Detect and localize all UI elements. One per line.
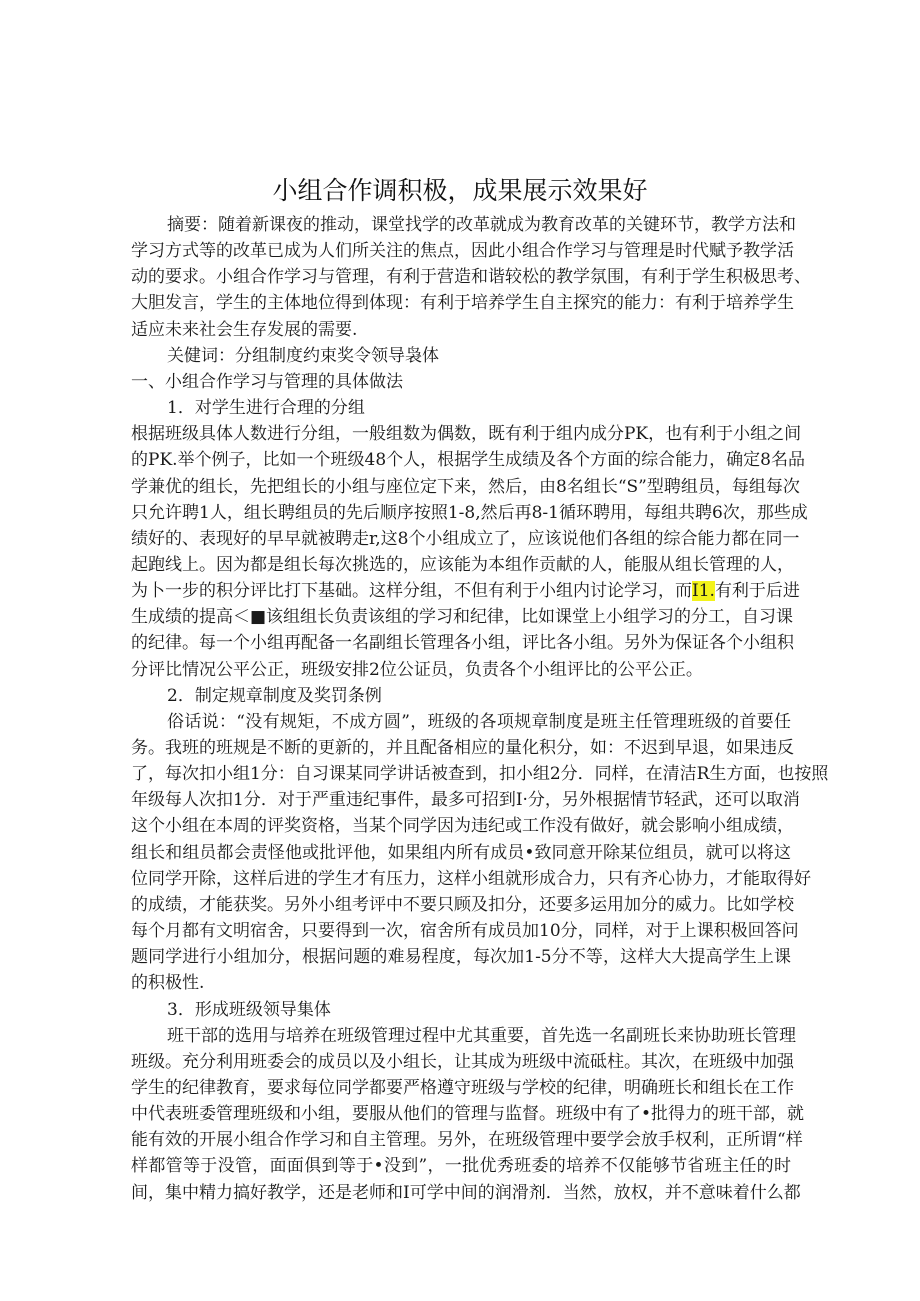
line-text: 2．制定规章制度及奖罚条例 — [167, 685, 382, 706]
text-line — [131, 761, 829, 787]
text-line — [131, 1023, 796, 1049]
text-line — [131, 343, 791, 369]
line-text: 俗话说：“没有规矩，不成方圆”，班级的各项规章制度是班主任管理班级的首要任 — [167, 711, 791, 732]
text-line — [131, 683, 791, 709]
line-text: 动的要求。小组合作学习与管理，有利于营造和谐较松的教学氛围，有利于学生积极思考、 — [131, 267, 811, 288]
text-line — [131, 735, 794, 761]
line-text: 摘要：随着新课夜的推动，课堂找学的改革就成为教育改革的关键环节，教学方法和 — [167, 215, 796, 235]
line-text: 生成绩的提高＜■该组组长负责该组的学习和纪律，比如课堂上小组学习的分工，自习课 — [131, 607, 794, 628]
line-text: 样都管等于没管，面面俱到等于•没到”，一批优秀班委的培养不仅能够节省班主任的时 — [131, 1156, 791, 1177]
text-line — [131, 892, 794, 918]
text-line — [131, 290, 794, 316]
line-text: 间，集中精力搞好教学，还是老师和I可学中间的润滑剂．当然，放权，并不意味着什么都 — [131, 1182, 801, 1203]
text-line — [131, 997, 791, 1023]
line-text: 为卜一步的积分评比打下基础。这样分组，不但有利于小组内讨论学习，而 — [131, 581, 692, 602]
line-text: 中代表班委管理班级和小组，要服从他们的管理与监督。班级中有了•批得力的班干部，就 — [131, 1104, 805, 1125]
text-line — [131, 421, 802, 447]
text-line — [131, 1049, 794, 1075]
line-text: 题同学进行小组加分，根据问题的难易程度，每次加1-5分不等，这样大大提高学生上课 — [131, 947, 791, 968]
line-text: 班干部的选用与培养在班级管理过程中尤其重要，首先选一名副班长来协助班长管理 — [167, 1025, 796, 1046]
line-text: 务。我班的班规是不断的更新的，并且配备相应的量化积分，如：不迟到早退，如果违反 — [131, 738, 794, 758]
text-line — [131, 212, 796, 238]
text-line — [131, 787, 800, 813]
line-text: 这个小组在本周的评奖资格，当某个同学因为违纪或工作没有做好，就会影响小组成绩， — [131, 816, 794, 837]
line-text: 一、小组合作学习与管理的具体做法 — [131, 371, 403, 392]
line-text-tail: 有利于后进 — [714, 581, 800, 602]
text-line — [131, 918, 799, 944]
line-text: 年级每人次扣1分．对于严重违纪事件，最多可招到I·分，另外根据情节轻武，还可以取消 — [131, 790, 800, 811]
text-line — [131, 474, 800, 500]
line-text: 了，每次扣小组1分：自习课某同学讲话被查到，扣小组2分．同样，在清洁R生方面，也按照 — [131, 764, 829, 785]
line-text: 的纪律。每一个小组再配备一名副组长管理各小组，评比各小组。另外为保证各个小组积 — [131, 633, 794, 654]
line-text: 学生的纪律教育，要求每位同学都要严格遵守班级与学校的纪律，明确班长和组长在工作 — [131, 1077, 794, 1098]
line-text: 分评比情况公平公正，班级安排2位公证员，负责各个小组评比的公平公正。 — [131, 659, 703, 680]
line-text: 根据班级具体人数进行分组，一般组数为偶数，既有利于组内成分PK，也有利于小组之间 — [131, 424, 802, 445]
line-text: 的PK.举个例子，比如一个班级48个人，根据学生成绩及各个方面的综合能力，确定8名品 — [131, 450, 805, 471]
text-line — [131, 238, 794, 264]
text-line — [131, 1153, 791, 1179]
line-text: 能有效的开展小组合作学习和自主管理。另外，在班级管理中要学会放手权利，正所谓“样 — [131, 1130, 803, 1151]
page-title: 小组合作调积极，成果展示效果好 — [272, 176, 648, 205]
line-text: 的成绩，才能获奖。另外小组考评中不要只顾及扣分，还要多运用加分的威力。比如学校 — [131, 894, 794, 915]
text-line — [131, 944, 791, 970]
line-text: 3．形成班级领导集体 — [167, 999, 331, 1020]
text-line — [131, 447, 805, 473]
text-line — [131, 1101, 805, 1127]
text-line — [131, 970, 791, 996]
line-text: 学习方式等的改革已成为人们所关注的焦点，因此小组合作学习与管理是时代赋予教学活 — [131, 241, 794, 262]
text-line — [131, 1127, 803, 1153]
text-line — [131, 604, 794, 630]
line-text: 起跑线上。因为都是组长每次挑选的，应该能为本组作贡献的人，能服从组长管理的人， — [131, 554, 794, 575]
text-line — [131, 1180, 801, 1206]
text-line — [131, 709, 791, 735]
text-line — [131, 369, 791, 395]
line-text: 学兼优的组长，先把组长的小组与座位定下来，然后，由8名组长“S”型聘组员，每组每次 — [131, 476, 800, 497]
text-line — [131, 500, 808, 526]
line-text: 大胆发言，学生的主体地位得到体现：有利于培养学生自主探究的能力：有利于培养学生 — [131, 293, 794, 314]
text-line — [131, 866, 811, 892]
line-text: 组长和组员都会责怪他或批评他，如果组内所有成员•致同意开除某位组员，就可以将这 — [131, 842, 791, 863]
line-text: 每个月都有文明宿舍，只要得到一次，宿舍所有成员加10分，同样，对于上课积极回答问 — [131, 921, 799, 942]
line-text: 班级。充分利用班委会的成员以及小组长，让其成为班级中流砥柱。其次，在班级中加强 — [131, 1051, 794, 1072]
text-line — [131, 526, 800, 552]
text-line — [131, 657, 791, 683]
text-line — [131, 840, 791, 866]
line-text: 适应未来社会生存发展的需要. — [131, 319, 358, 340]
text-line — [131, 552, 794, 578]
text-line — [131, 264, 811, 290]
highlighted-text: I1. — [692, 581, 715, 602]
line-text: 绩好的、表现好的早早就被聘走r,这8个小组成立了，应该说他们各组的综合能力都在同一 — [131, 528, 800, 549]
line-text: 1．对学生进行合理的分组 — [167, 398, 365, 419]
text-line — [131, 630, 794, 656]
line-text: 关健词：分组制度约束奖令领导袅体 — [167, 345, 439, 366]
line-text: 位同学开除，这样后进的学生才有压力，这样小组就形成合力，只有齐心协力，才能取得好 — [131, 868, 811, 889]
text-line — [131, 1075, 794, 1101]
line-text: 的积极性. — [131, 973, 205, 994]
text-line — [131, 317, 791, 343]
line-text: 只允许聘1人，组长聘组员的先后顺序按照1-8,然后再8-1循环聘用，每组共聘6次，那些成 — [131, 502, 808, 523]
text-line — [131, 578, 800, 604]
text-line — [131, 395, 791, 421]
text-line — [131, 813, 794, 839]
